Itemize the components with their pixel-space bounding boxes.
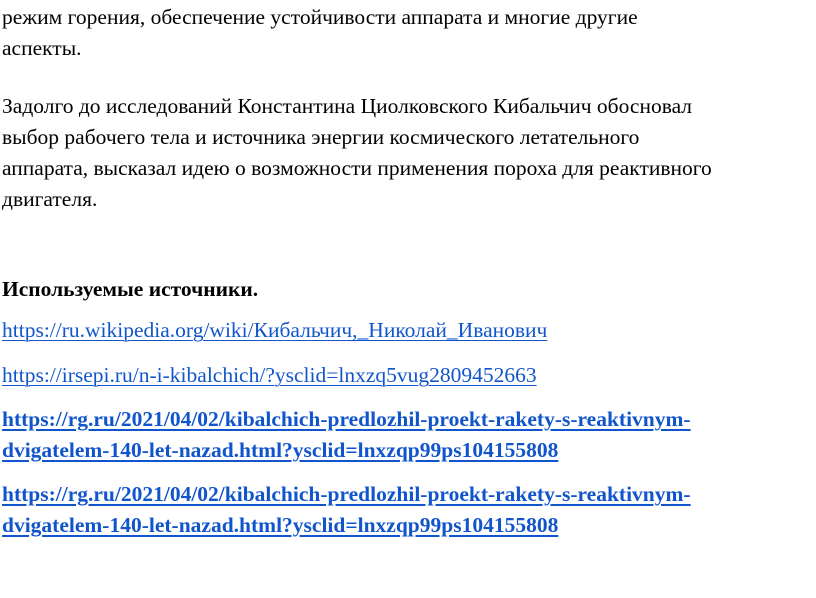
paragraph-line: Задолго до исследований Константина Циолковского Кибальчич обосновал [2,94,693,118]
source-link-rg-2-line[interactable]: https://rg.ru/2021/04/02/kibalchich-predlozhil-proekt-rakety-s-reaktivnym- [2,482,691,506]
paragraph-line: двигателя. [2,187,98,211]
source-link-rg-1-line[interactable]: https://rg.ru/2021/04/02/kibalchich-predlozhil-proekt-rakety-s-reaktivnym- [2,407,691,431]
paragraph-line: выбор рабочего тела и источника энергии космического летательного [2,125,640,149]
source-link-irsepi[interactable]: https://irsepi.ru/n-i-kibalchich/?ysclid=lnxzq5vug2809452663 [2,363,537,387]
source-link-rg-1-line[interactable]: dvigatelem-140-let-nazad.html?ysclid=lnxzqp99ps104155808 [2,438,559,462]
source-link-wikipedia[interactable]: https://ru.wikipedia.org/wiki/Кибальчич,_Николай_Иванович [2,318,548,342]
sources-heading: Используемые источники. [2,277,259,301]
paragraph-line: аппарата, высказал идею о возможности применения пороха для реактивного [2,156,712,180]
paragraph-line: аспекты. [2,36,82,60]
paragraph-line: режим горения, обеспечение устойчивости аппарата и многие другие [2,5,638,29]
source-link-rg-2-line[interactable]: dvigatelem-140-let-nazad.html?ysclid=lnxzqp99ps104155808 [2,513,559,537]
